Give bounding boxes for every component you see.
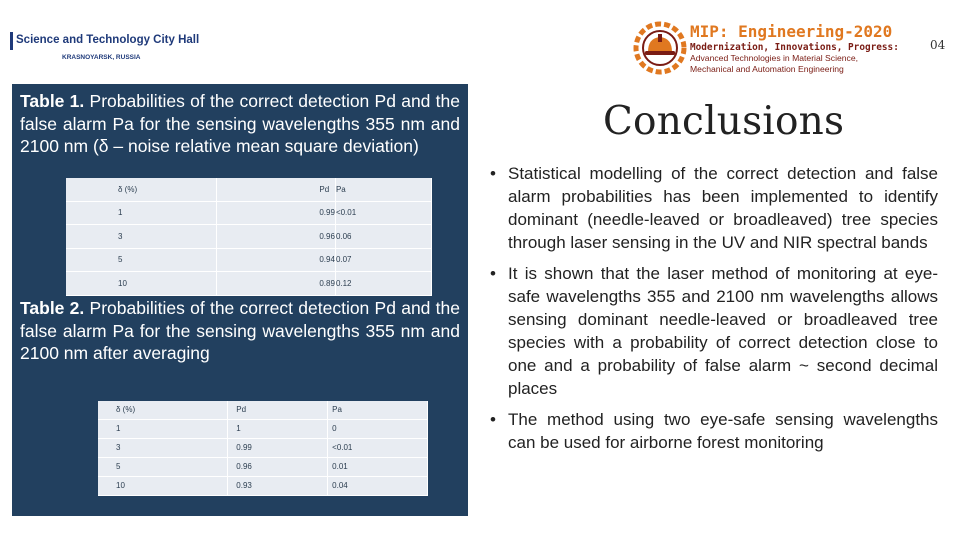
table-header-cell: Pa	[335, 178, 431, 201]
table-header-row	[66, 178, 432, 201]
conference-subtitle-line-3: Mechanical and Automation Engineering	[690, 64, 844, 74]
table-cell: 5	[98, 457, 228, 476]
table-header-cell: Pa	[328, 401, 428, 419]
table-row	[66, 248, 432, 272]
table-row	[98, 438, 428, 457]
city-hall-logo	[10, 30, 230, 70]
table-cell: 1	[228, 419, 328, 438]
conference-subtitle-line-1: Modernization, Innovations, Progress:	[690, 42, 899, 53]
conference-title: MIP: Engineering-2020	[690, 22, 893, 41]
list-item	[490, 408, 938, 454]
table-header-row	[98, 401, 428, 419]
table-cell: 0.04	[328, 476, 428, 495]
table-header-cell: δ (%)	[98, 401, 228, 419]
table1-caption	[20, 90, 460, 158]
page-number: 04	[930, 38, 946, 52]
list-item	[490, 162, 938, 254]
table-row	[98, 419, 428, 438]
conclusions-title: Conclusions	[603, 99, 845, 144]
table-cell: 0	[328, 419, 428, 438]
bullet-icon: •	[490, 264, 496, 283]
table-cell: 0.96	[228, 457, 328, 476]
table-cell: 10	[66, 272, 217, 296]
table-header-cell: Pd	[217, 178, 336, 201]
table2-caption-label: Table 2.	[20, 298, 85, 318]
table-cell: 0.12	[335, 272, 431, 296]
table-cell: 3	[98, 438, 228, 457]
list-item-text: It is shown that the laser method of monitoring at eye-safe wavelengths 355 and 2100 nm wavelengths allows sensing dominant needle-leaved or broadleaved tree species with a probability of correct detection close to one and a probability of false alarm ~ second decimal places	[508, 264, 938, 398]
table-row	[98, 476, 428, 495]
table-header-cell: δ (%)	[66, 178, 217, 201]
table-cell: <0.01	[335, 201, 431, 225]
logo-subtitle: KRASNOYARSK, RUSSIA	[62, 54, 141, 61]
table2-caption	[20, 297, 460, 365]
bullet-icon: •	[490, 410, 496, 429]
conference-subtitle-line-2: Advanced Technologies in Material Science,	[690, 53, 858, 63]
table-row	[66, 272, 432, 296]
table-cell: 0.99	[228, 438, 328, 457]
list-item-text: The method using two eye-safe sensing wavelengths can be used for airborne forest monitoring	[508, 410, 938, 452]
table-cell: 5	[66, 248, 217, 272]
table2-caption-text: Probabilities of the correct detection Pd and the false alarm Pa for the sensing wavelengths 355 nm and 2100 nm after averaging	[20, 298, 460, 363]
list-item-text: Statistical modelling of the correct detection and false alarm probabilities has been implemented to identify dominant (needle-leaved or broadleaved) tree species through laser sensing in the UV and NIR spectral bands	[508, 164, 938, 252]
table1	[66, 178, 432, 296]
table2	[98, 401, 428, 496]
table1-caption-text: Probabilities of the correct detection Pd and the false alarm Pa for the sensing wavelengths 355 nm and 2100 nm (δ – noise relative mean square deviation)	[20, 91, 460, 156]
table-cell: <0.01	[328, 438, 428, 457]
list-item	[490, 262, 938, 400]
conference-logo	[632, 20, 902, 82]
table-row	[66, 201, 432, 225]
table-cell: 3	[66, 225, 217, 249]
table-cell: 0.93	[228, 476, 328, 495]
table-cell: 0.96	[217, 225, 336, 249]
table-cell: 0.89	[217, 272, 336, 296]
table-cell: 0.07	[335, 248, 431, 272]
table-cell: 0.06	[335, 225, 431, 249]
logo-accent-bar	[10, 32, 13, 50]
table-cell: 0.94	[217, 248, 336, 272]
table-cell: 1	[66, 201, 217, 225]
conclusions-list	[490, 162, 938, 462]
table1-caption-label: Table 1.	[20, 91, 85, 111]
conference-subtitle	[690, 42, 899, 75]
table-cell: 0.01	[328, 457, 428, 476]
table-cell: 1	[98, 419, 228, 438]
table-header-cell: Pd	[228, 401, 328, 419]
bullet-icon: •	[490, 164, 496, 183]
table-row	[98, 457, 428, 476]
hard-hat-gear-icon	[632, 20, 688, 76]
table-row	[66, 225, 432, 249]
table-cell: 0.99	[217, 201, 336, 225]
logo-title: Science and Technology City Hall	[16, 34, 200, 46]
table-cell: 10	[98, 476, 228, 495]
